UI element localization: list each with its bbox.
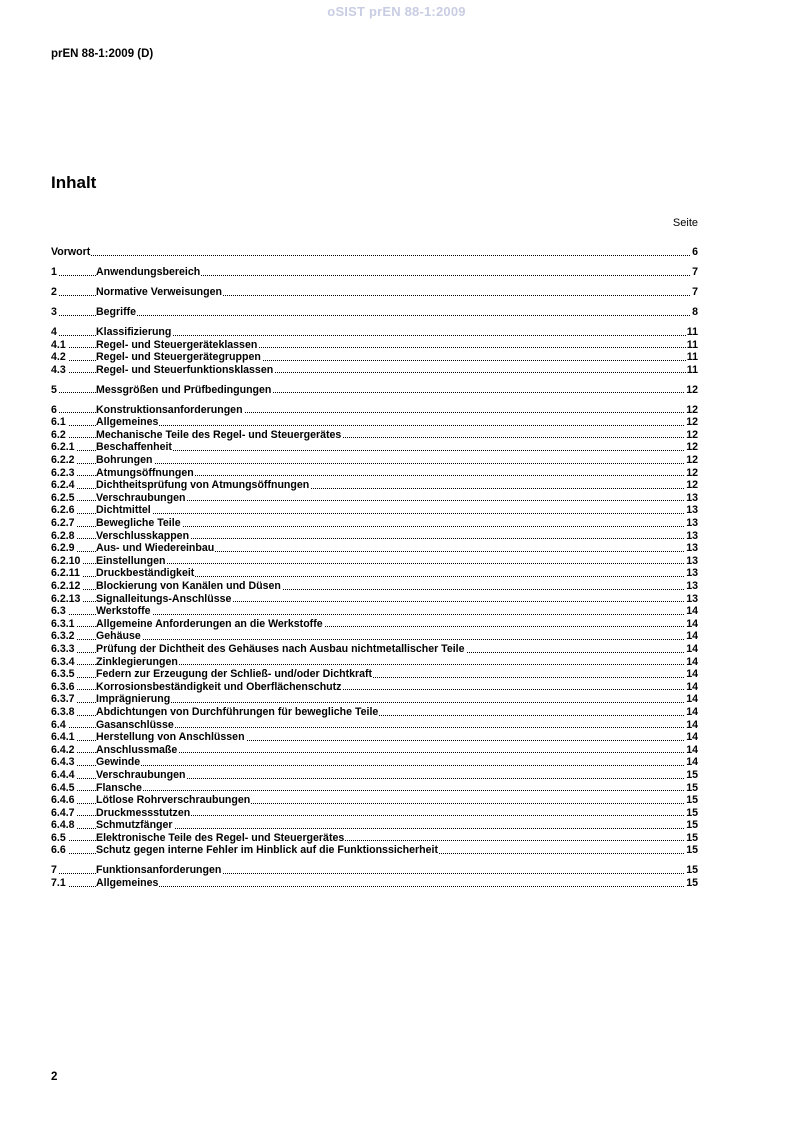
toc-entry[interactable]	[51, 404, 698, 417]
toc-entry-page: 14	[686, 630, 698, 643]
toc-entry-title: Zinklegierungen	[96, 655, 178, 668]
toc-entry-number: 6.2.13	[51, 592, 81, 605]
toc-entry-number: 6.2.7	[51, 517, 75, 530]
toc-entry-page: 15	[686, 781, 698, 794]
toc-entry[interactable]	[51, 819, 698, 832]
toc-entry-title: Druckbeständigkeit	[96, 567, 195, 580]
toc-entry-page: 11	[686, 338, 698, 351]
toc-entry[interactable]	[51, 877, 698, 890]
toc-entry-number: 6.3.7	[51, 693, 75, 706]
toc-entry-title: Dichtheitsprüfung von Atmungsöffnungen	[96, 479, 310, 492]
toc-entry-page: 11	[686, 351, 698, 364]
toc-entry[interactable]	[51, 668, 698, 681]
toc-entry-page: 12	[686, 479, 698, 492]
toc-entry-number: 6.4.1	[51, 731, 75, 744]
document-id: prEN 88-1:2009 (D)	[51, 48, 154, 60]
toc-entry-page: 13	[686, 529, 698, 542]
toc-entry-number: 6	[51, 403, 57, 416]
toc-entry-number: 6.2.10	[51, 554, 81, 567]
toc-entry[interactable]	[51, 266, 698, 279]
toc-entry[interactable]	[51, 467, 698, 480]
toc-entry-number: 6.3.6	[51, 680, 75, 693]
toc-entry-title: Gehäuse	[96, 630, 141, 643]
toc-entry-page: 15	[686, 877, 698, 890]
toc-entry-number: 6.4.7	[51, 806, 75, 819]
toc-entry[interactable]	[51, 504, 698, 517]
toc-entry[interactable]	[51, 643, 698, 656]
toc-entry-title: Messgrößen und Prüfbedingungen	[96, 383, 272, 396]
toc-entry-title: Lötlose Rohrverschraubungen	[96, 794, 251, 807]
toc-entry[interactable]	[51, 731, 698, 744]
toc-entry[interactable]	[51, 555, 698, 568]
toc-entry-page: 14	[686, 617, 698, 630]
toc-entry-page: 12	[686, 466, 698, 479]
toc-entry-title: Schutz gegen interne Fehler im Hinblick auf die Funktionssicherheit	[96, 844, 439, 857]
toc-entry-title: Verschraubungen	[96, 768, 186, 781]
toc-entry[interactable]	[51, 492, 698, 505]
toc-entry-page: 11	[686, 363, 698, 376]
toc-entry-page: 14	[686, 642, 698, 655]
toc-entry-title: Verschraubungen	[96, 491, 186, 504]
toc-entry-page: 12	[686, 416, 698, 429]
toc-entry[interactable]	[51, 844, 698, 857]
toc-entry-page: 13	[686, 580, 698, 592]
toc-entry-title: Konstruktionsanforderungen	[96, 403, 243, 416]
toc-entry-title: Elektronische Teile des Regel- und Steuergerätes	[96, 831, 345, 844]
toc-entry-title: Herstellung von Anschlüssen	[96, 731, 245, 744]
toc-entry[interactable]	[51, 429, 698, 442]
toc-entry-number: 4.3	[51, 363, 66, 376]
toc-entry[interactable]	[51, 782, 698, 795]
toc-entry[interactable]	[51, 364, 698, 377]
toc-entry[interactable]	[51, 794, 698, 807]
toc-entry-number: 6.3.8	[51, 705, 75, 718]
toc-entry[interactable]	[51, 441, 698, 454]
toc-entry-title: Federn zur Erzeugung der Schließ- und/oder Dichtkraft	[96, 668, 373, 681]
toc-entry-title: Klassifizierung	[96, 325, 172, 338]
toc-entry-number: 6.2.2	[51, 454, 75, 467]
toc-entry[interactable]	[51, 530, 698, 543]
toc-entry[interactable]	[51, 618, 698, 631]
toc-entry-number: 6.3.3	[51, 642, 75, 655]
toc-entry-title: Signalleitungs-Anschlüsse	[96, 592, 232, 605]
toc-entry[interactable]	[51, 769, 698, 782]
toc-entry[interactable]	[51, 479, 698, 492]
toc-entry-number: 6.4.2	[51, 743, 75, 756]
toc-entry[interactable]	[51, 542, 698, 555]
toc-entry-page: 13	[686, 491, 698, 504]
toc-entry-page: 13	[686, 592, 698, 605]
toc-entry-title: Allgemeines	[96, 416, 159, 429]
toc-entry-title: Imprägnierung	[96, 693, 171, 706]
toc-entry[interactable]	[51, 593, 698, 606]
toc-entry-title: Abdichtungen von Durchführungen für bewegliche Teile	[96, 705, 379, 718]
toc-entry[interactable]	[51, 246, 698, 259]
toc-entry-page: 13	[686, 554, 698, 567]
page-number: 2	[51, 1071, 58, 1083]
toc-entry[interactable]	[51, 384, 698, 397]
toc-entry[interactable]	[51, 306, 698, 319]
toc-entry-number: 6.2.9	[51, 542, 75, 555]
toc-entry-title: Funktionsanforderungen	[96, 864, 222, 877]
toc-title: Inhalt	[51, 173, 97, 192]
toc-entry[interactable]	[51, 706, 698, 719]
toc-entry-title: Dichtmittel	[96, 504, 151, 517]
toc-entry-title: Allgemeine Anforderungen an die Werkstoffe	[96, 617, 323, 630]
toc-entry-page: 15	[686, 831, 698, 844]
toc-entry-number: 6.3.4	[51, 655, 75, 668]
toc-entry-number: 6.3.2	[51, 630, 75, 643]
toc-entry-number: 6.2.8	[51, 529, 75, 542]
toc-entry[interactable]	[51, 339, 698, 352]
toc-entry-page: 15	[686, 768, 698, 781]
toc-entry[interactable]	[51, 807, 698, 820]
toc-entry[interactable]	[51, 630, 698, 643]
toc-entry-title: Regel- und Steuergeräteklassen	[96, 338, 258, 351]
toc-entry-page: 14	[686, 705, 698, 718]
toc-entry-page: 11	[686, 325, 698, 338]
toc-entry-title: Regel- und Steuergerätegruppen	[96, 351, 261, 364]
toc-entry-number: 7	[51, 864, 57, 877]
toc-entry[interactable]	[51, 681, 698, 694]
toc-entry-page: 15	[686, 806, 698, 819]
watermark: oSIST prEN 88-1:2009	[327, 4, 466, 19]
toc-entry[interactable]	[51, 864, 698, 877]
toc-entry-page: 13	[686, 504, 698, 517]
toc-entry-title: Begriffe	[96, 305, 137, 318]
toc-entry-number: 1	[51, 265, 57, 278]
toc-entry[interactable]	[51, 567, 698, 580]
toc-entry-page: 15	[686, 844, 698, 857]
toc-entry-number: 7.1	[51, 877, 66, 890]
toc-entry-page: 14	[686, 680, 698, 693]
toc-entry-number: 6.2	[51, 428, 66, 441]
toc-entry-title: Gewinde	[96, 756, 141, 769]
toc-entry-number: 6.2.6	[51, 504, 75, 517]
toc-entry-page: 13	[686, 517, 698, 530]
toc-entry-number: 6.3.1	[51, 617, 75, 630]
toc-entry-number: 6.2.12	[51, 580, 81, 592]
toc-entry-title: Prüfung der Dichtheit des Gehäuses nach Ausbau nichtmetallischer Teile	[96, 642, 465, 655]
toc-entry-page: 15	[686, 819, 698, 832]
toc-entry-title: Beschaffenheit	[96, 441, 172, 454]
toc-entry-title: Aus- und Wiedereinbau	[96, 542, 215, 555]
toc-entry-title: Druckmessstutzen	[96, 806, 191, 819]
toc-entry-page: 8	[692, 305, 698, 318]
toc-entry-title: Gasanschlüsse	[96, 718, 174, 731]
toc-entry[interactable]	[51, 580, 698, 593]
toc-entry-page: 14	[686, 605, 698, 618]
table-of-contents	[51, 246, 698, 890]
toc-entry-title: Anschlussmaße	[96, 743, 178, 756]
toc-entry-page: 12	[686, 454, 698, 467]
toc-entry-page: 14	[686, 743, 698, 756]
toc-entry-title: Bohrungen	[96, 454, 153, 467]
toc-entry-number: 6.2.11	[51, 567, 80, 580]
toc-entry[interactable]	[51, 756, 698, 769]
toc-entry[interactable]	[51, 351, 698, 364]
toc-entry-number: 6.1	[51, 416, 66, 429]
toc-entry[interactable]	[51, 517, 698, 530]
toc-entry-page: 14	[686, 756, 698, 769]
toc-entry-number: 6.3.5	[51, 668, 75, 681]
toc-entry-title: Einstellungen	[96, 554, 166, 567]
toc-entry-page: 14	[686, 668, 698, 681]
toc-entry[interactable]	[51, 454, 698, 467]
toc-entry-page: 14	[686, 655, 698, 668]
toc-entry[interactable]	[51, 832, 698, 845]
toc-entry[interactable]	[51, 416, 698, 429]
toc-entry-number: 4.2	[51, 351, 66, 364]
toc-entry-page: 15	[686, 794, 698, 807]
toc-entry-number: 6.4.8	[51, 819, 75, 832]
toc-entry-title: Atmungsöffnungen	[96, 466, 194, 479]
toc-entry-number: 6.4.3	[51, 756, 75, 769]
toc-entry-title: Vorwort	[51, 246, 91, 258]
toc-entry-number: 6.4	[51, 718, 66, 731]
toc-entry-title: Anwendungsbereich	[96, 265, 201, 278]
toc-entry-title: Regel- und Steuerfunktionsklassen	[96, 363, 274, 376]
toc-entry[interactable]	[51, 744, 698, 757]
toc-entry-page: 7	[692, 285, 698, 298]
toc-entry-number: 3	[51, 305, 57, 318]
toc-entry-page: 7	[692, 265, 698, 278]
toc-entry-page: 6	[692, 246, 698, 258]
toc-entry-title: Normative Verweisungen	[96, 285, 222, 298]
toc-entry-title: Verschlusskappen	[96, 529, 190, 542]
toc-entry-page: 14	[686, 731, 698, 744]
toc-entry-title: Flansche	[96, 781, 142, 794]
toc-entry-number: 6.2.5	[51, 491, 75, 504]
toc-entry-number: 6.2.4	[51, 479, 75, 492]
toc-entry-title: Werkstoffe	[96, 605, 151, 618]
toc-entry-title: Mechanische Teile des Regel- und Steuergerätes	[96, 428, 342, 441]
toc-entry-title: Korrosionsbeständigkeit und Oberflächenschutz	[96, 680, 342, 693]
toc-entry-number: 5	[51, 383, 57, 396]
toc-entry-number: 6.5	[51, 831, 66, 844]
toc-entry-number: 6.4.6	[51, 794, 75, 807]
toc-entry[interactable]	[51, 286, 698, 299]
toc-entry[interactable]	[51, 605, 698, 618]
toc-entry-page: 12	[686, 441, 698, 454]
toc-entry-page: 13	[686, 542, 698, 555]
toc-entry-page: 15	[686, 864, 698, 877]
toc-entry-title: Allgemeines	[96, 877, 159, 890]
toc-entry-number: 6.4.5	[51, 781, 75, 794]
toc-entry-number: 6.2.1	[51, 441, 75, 454]
toc-entry-title: Blockierung von Kanälen und Düsen	[96, 580, 281, 592]
toc-entry-page: 13	[686, 567, 698, 580]
page-column-label: Seite	[672, 217, 698, 229]
toc-entry-page: 12	[686, 383, 698, 396]
toc-entry[interactable]	[51, 656, 698, 669]
toc-entry-number: 4	[51, 325, 57, 338]
toc-entry[interactable]	[51, 326, 698, 339]
toc-entry-page: 12	[686, 428, 698, 441]
toc-entry-number: 6.3	[51, 605, 66, 618]
toc-entry[interactable]	[51, 693, 698, 706]
toc-entry-number: 6.2.3	[51, 466, 75, 479]
toc-entry-number: 2	[51, 285, 57, 298]
toc-entry-number: 6.6	[51, 844, 66, 857]
toc-entry-number: 4.1	[51, 338, 66, 351]
toc-entry-page: 14	[686, 693, 698, 706]
toc-entry-title: Bewegliche Teile	[96, 517, 181, 530]
toc-entry-page: 14	[686, 718, 698, 731]
toc-entry[interactable]	[51, 719, 698, 732]
toc-entry-page: 12	[686, 403, 698, 416]
toc-entry-title: Schmutzfänger	[96, 819, 173, 832]
toc-entry-number: 6.4.4	[51, 768, 75, 781]
